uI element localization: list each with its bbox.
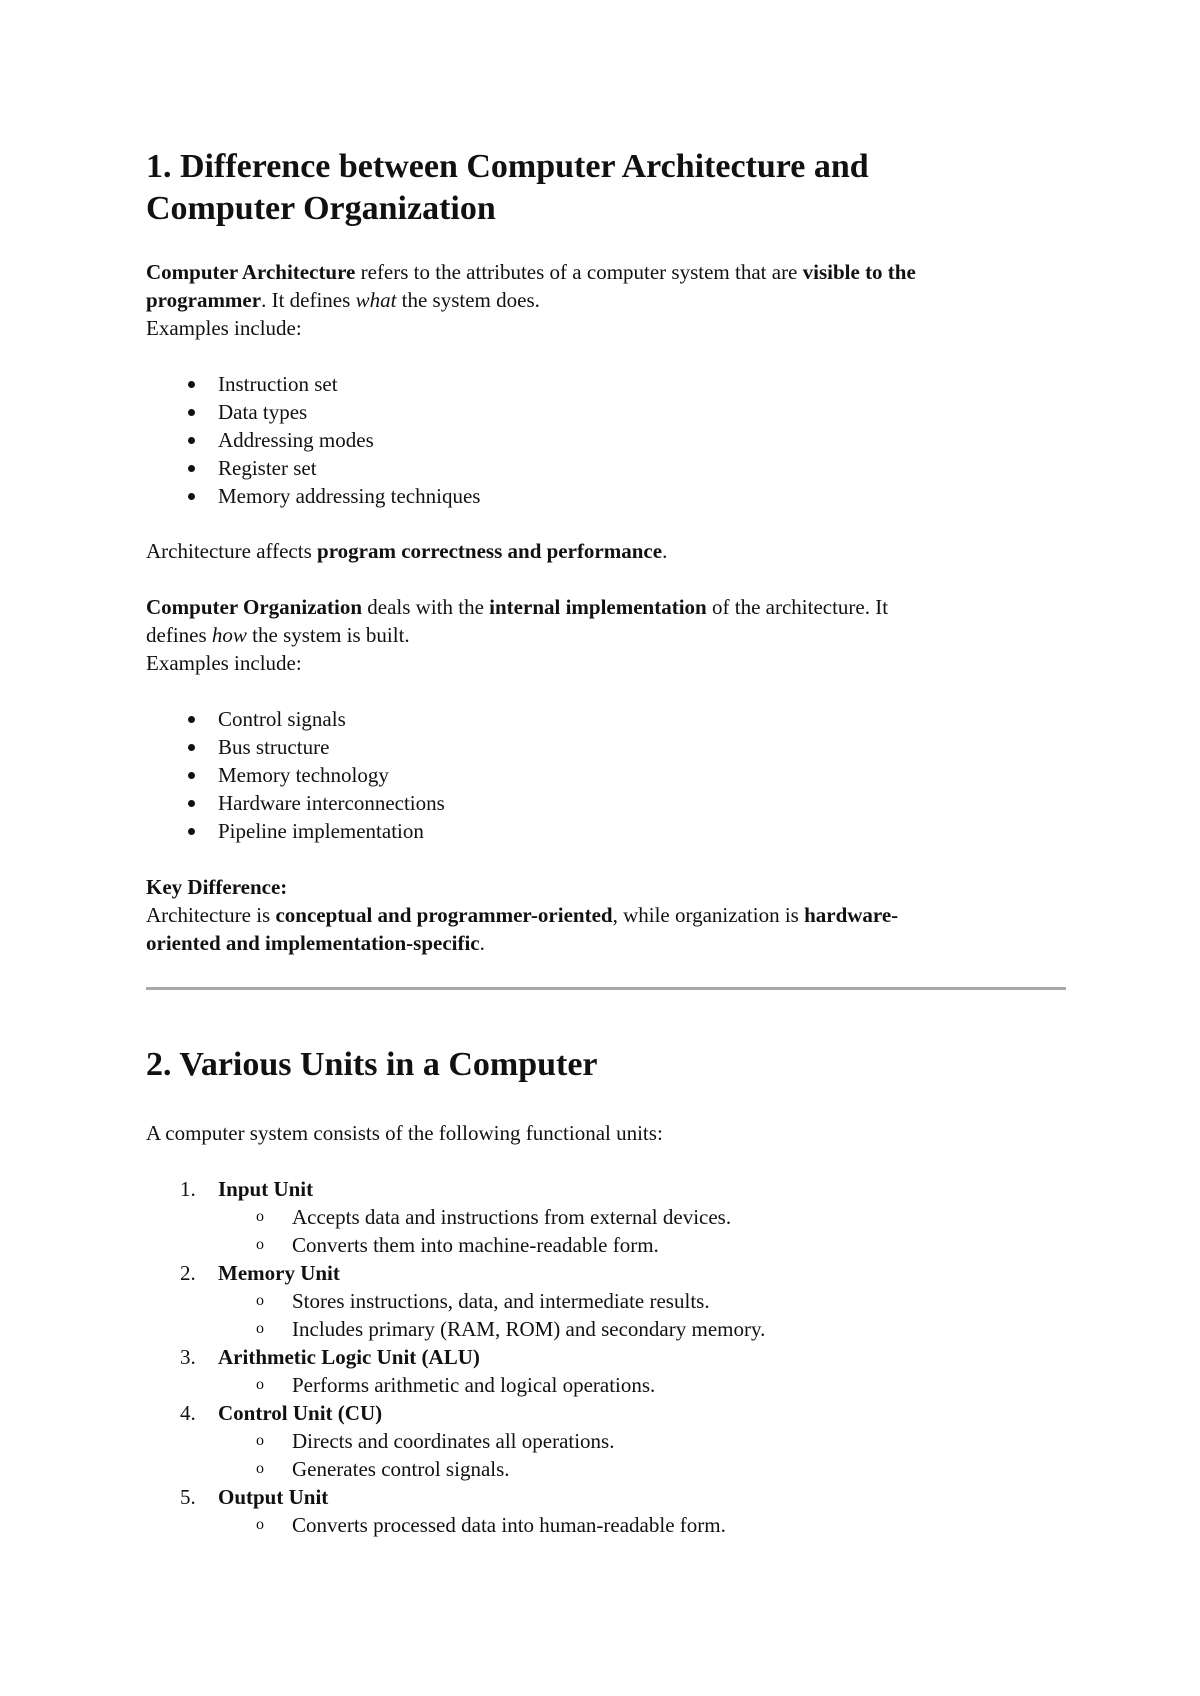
bullet-icon bbox=[188, 493, 195, 500]
org-paragraph-line2: defines how the system is built. bbox=[146, 623, 410, 647]
units-list bbox=[146, 1175, 765, 1539]
section1-title bbox=[146, 146, 869, 230]
list-item: Addressing modes bbox=[146, 426, 480, 454]
unit-name: Arithmetic Logic Unit (ALU) bbox=[218, 1345, 480, 1369]
list-item: Memory addressing techniques bbox=[146, 482, 480, 510]
bullet-icon bbox=[188, 381, 195, 388]
unit-item: 3. Arithmetic Logic Unit (ALU) o Performs arithmetic and logical operations. bbox=[180, 1345, 656, 1397]
sub-bullet-icon: o bbox=[256, 1460, 264, 1477]
bullet-icon bbox=[188, 800, 195, 807]
section2-intro: A computer system consists of the following functional units: bbox=[146, 1121, 663, 1145]
list-item: Control signals bbox=[146, 705, 445, 733]
arch-bold1: visible to the bbox=[802, 260, 916, 284]
unit-item: 4. Control Unit (CU) o Directs and coordinates all operations. o Generates control signals. bbox=[180, 1401, 615, 1481]
sub-bullet-icon: o bbox=[256, 1432, 264, 1449]
org-examples-list bbox=[146, 705, 445, 845]
bullet-icon bbox=[188, 465, 195, 472]
unit-name: Control Unit (CU) bbox=[218, 1401, 383, 1425]
arch-italic: what bbox=[355, 288, 397, 312]
bullet-icon bbox=[188, 716, 195, 723]
key-difference-line2: oriented and implementation-specific. bbox=[146, 931, 485, 955]
org-paragraph-line1: Computer Organization deals with the internal implementation of the architecture. It bbox=[146, 595, 889, 619]
arch-examples-label: Examples include: bbox=[146, 316, 302, 340]
unit-item: 1. Input Unit o Accepts data and instructions from external devices. o Converts them into machine-readable form. bbox=[180, 1177, 732, 1257]
arch-paragraph-line1 bbox=[146, 258, 916, 286]
bullet-icon bbox=[188, 828, 195, 835]
org-bold: internal implementation bbox=[489, 595, 707, 619]
arch-examples-list bbox=[146, 370, 480, 510]
unit-item: 2. Memory Unit o Stores instructions, data, and intermediate results. o Includes primary (RAM, ROM) and secondary memory. bbox=[180, 1261, 766, 1341]
key-difference-line1: Architecture is conceptual and programmer-oriented, while organization is hardware- bbox=[146, 903, 899, 927]
list-item: Data types bbox=[146, 398, 480, 426]
list-item: Memory technology bbox=[146, 761, 445, 789]
key-difference-label: Key Difference: bbox=[146, 875, 288, 899]
arch-bold2: programmer bbox=[146, 288, 262, 312]
sub-bullet-icon: o bbox=[256, 1208, 264, 1225]
list-item: Pipeline implementation bbox=[146, 817, 445, 845]
bullet-icon bbox=[188, 772, 195, 779]
list-item: Instruction set bbox=[146, 370, 480, 398]
list-item: Bus structure bbox=[146, 733, 445, 761]
org-italic: how bbox=[211, 623, 247, 647]
list-item: Register set bbox=[146, 454, 480, 482]
bullet-icon bbox=[188, 409, 195, 416]
bullet-icon bbox=[188, 437, 195, 444]
unit-name: Input Unit bbox=[218, 1177, 314, 1201]
sub-bullet-icon: o bbox=[256, 1320, 264, 1337]
arch-paragraph-line2 bbox=[146, 286, 540, 314]
sub-bullet-icon: o bbox=[256, 1236, 264, 1253]
sub-bullet-icon: o bbox=[256, 1376, 264, 1393]
sub-bullet-icon: o bbox=[256, 1516, 264, 1533]
unit-name: Output Unit bbox=[218, 1485, 329, 1509]
arch-term: Computer Architecture bbox=[146, 260, 356, 284]
unit-item: 5. Output Unit o Converts processed data into human-readable form. bbox=[180, 1485, 726, 1537]
arch-text2: . It defines bbox=[261, 288, 356, 312]
org-term: Computer Organization bbox=[146, 595, 363, 619]
list-item: Hardware interconnections bbox=[146, 789, 445, 817]
section1-title-line1: 1. Difference between Computer Architecture and bbox=[146, 148, 869, 185]
arch-text1: refers to the attributes of a computer system that are bbox=[355, 260, 803, 284]
bullet-icon bbox=[188, 744, 195, 751]
arch-affects-bold: program correctness and performance bbox=[317, 539, 663, 563]
unit-name: Memory Unit bbox=[218, 1261, 340, 1285]
org-examples-label: Examples include: bbox=[146, 651, 302, 675]
section1-title-line2: Computer Organization bbox=[146, 190, 496, 227]
section2-title: 2. Various Units in a Computer bbox=[146, 1046, 598, 1083]
arch-text3: the system does. bbox=[396, 288, 540, 312]
section-divider bbox=[146, 987, 1066, 990]
sub-bullet-icon: o bbox=[256, 1292, 264, 1309]
arch-affects-line: Architecture affects program correctness and performance. bbox=[146, 539, 668, 563]
